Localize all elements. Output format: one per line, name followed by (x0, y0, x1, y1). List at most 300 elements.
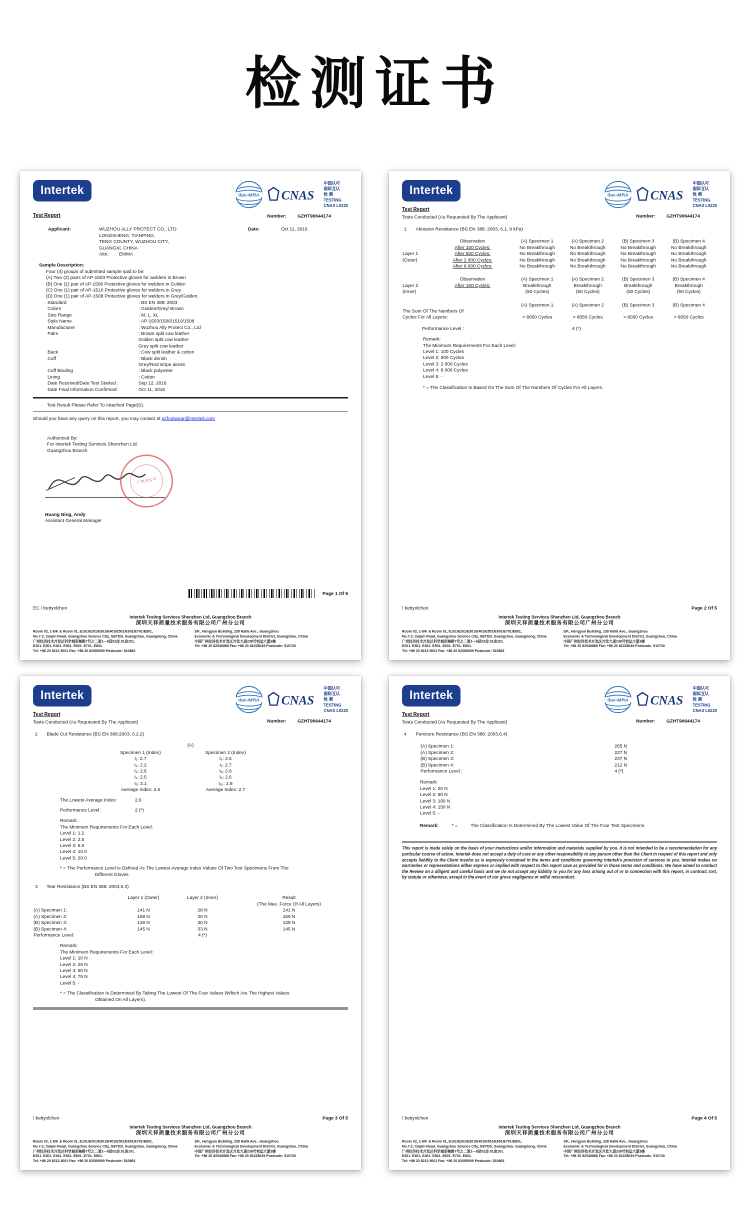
accreditation-line: 国际互认 (692, 691, 710, 697)
spec-row-cell: Grey split cow leather (138, 342, 184, 349)
abrasion-row-cell: (50 Cycles) (626, 288, 651, 295)
footer-line: Tel: +86 20 82946868 Fax: +86 20 82228049 Postcode: 510730 (563, 644, 665, 649)
sum-row-cell: > 8050 Cycles (623, 314, 654, 320)
tear-row-cell: 145 N (137, 925, 150, 932)
accreditation-line: 中国认可 (323, 686, 341, 691)
remark-block (420, 779, 717, 816)
footer-line: Economic & Technological Development District, Guangzhou, China (194, 1144, 308, 1149)
accreditation-line: 中国认可 (692, 686, 710, 691)
footer-line: Tel: +86 20 8213 5001 Fax: +86 20 82089909 Postcode: 510663 (402, 649, 505, 654)
page-number: Page 3 Of 5 (322, 1115, 348, 1121)
svg-text:CNAS: CNAS (650, 188, 684, 203)
tear-row-cell: Layer 1 (Outer) (127, 894, 160, 901)
query-text: Should you have any query on this report, you may contact at (33, 415, 162, 422)
remark-line: Level 1: 1.2 (60, 830, 85, 836)
footer-line: No.7-2, Caipin Road, Guangzhou Science City, GETDD, Guangzhou, Guangdong, China (402, 634, 547, 639)
accreditation-line: 中国认可 (323, 181, 341, 186)
page-title: 检测证书 (245, 52, 505, 115)
puncture-row-cell: 265 N (614, 743, 628, 749)
report-number-value: GZHT90644174 (297, 213, 331, 219)
contact-email-link[interactable]: gzfootwear@intertek.com (161, 415, 215, 422)
footer-line: Room 02, 1-6/F. & Room 01, E101/E201/E301/E401/E501/E601/E701/E801, (402, 1140, 522, 1144)
classification-footnote (60, 990, 348, 1002)
puncture-row-cell: Performance Level : (420, 767, 463, 774)
tests-conducted-line: Tests Conducted (As Requested By The Applicant) (402, 718, 508, 725)
ilac-mra-icon (235, 180, 264, 209)
abrasion-row-cell: Observation (459, 238, 486, 244)
abrasion-row-cell (433, 289, 512, 295)
footer-line: 广州经济技术开发区科学城彩频路7号之二第1—6层02房.01房101. (33, 639, 135, 644)
signer-title: Assistant General Manager (45, 517, 102, 524)
abrasion-row-cell: Layer 2 (402, 282, 419, 288)
sum-row-cell: (A) Specimen 2 (571, 301, 604, 308)
puncture-row-cell: 227 N (614, 749, 628, 755)
spec-row-cell: Grey/Red stripe denim (138, 361, 186, 367)
spec-row-cell: : Black denim (138, 355, 167, 361)
section-heading (404, 226, 717, 232)
remark-line: Level 1: 10 N (60, 955, 88, 961)
abrasion-row-cell: After 100 Cycles: (454, 282, 491, 288)
report-number-label: Number: (636, 718, 656, 724)
remark-line: The Minimum Requirements For Each Level: (60, 948, 154, 955)
puncture-row-cell: 4 (*) (614, 767, 624, 774)
spec-row-cell: : Brown split cow leather (138, 330, 190, 336)
remark-line: Level 4: 75 N (60, 973, 88, 980)
abrasion-row-cell: (50 Cycles) (575, 288, 600, 295)
remark-line: Remark: (60, 817, 78, 824)
abrasion-row-cell: Breakthrough (674, 282, 703, 288)
cut-row (98, 787, 268, 793)
puncture-row (420, 768, 717, 774)
blade-cut-table (98, 749, 268, 792)
cut-row-cell: I₉: 2.6 (219, 774, 232, 780)
footer-line: E201. E301. E401. E501. E601. E701. E801. (33, 1154, 103, 1159)
result-note: Test Result Please Refer To Attached Page(S). (47, 401, 145, 408)
page-number: Page 4 Of 5 (691, 1115, 717, 1121)
byline: / bettyxlchen (402, 605, 429, 611)
cut-row-cell: I₄: 2.5 (134, 774, 147, 780)
doc-footer (33, 611, 348, 654)
tear-row-cell: 128 N (137, 919, 150, 926)
tear-row-cell: 33 N (197, 925, 208, 932)
spec-row-cell: Oct 11, 2016 (138, 386, 165, 392)
sample-description-title: Sample Description: (39, 262, 85, 268)
spec-row-cell: Style Name (47, 318, 72, 324)
tear-row-cell: 145 N (282, 925, 296, 932)
classification-footnote (60, 865, 348, 877)
tear-row-cell: Layer 2 (Inner) (187, 894, 218, 901)
cut-row-cell: Specimen 1 (Index) (120, 749, 161, 755)
abrasion-row-cell: Layer 1 (402, 250, 419, 257)
tear-row (33, 932, 348, 938)
report-number-value: GZHT90644174 (666, 213, 700, 219)
abrasion-row-cell: No Breakthrough (519, 250, 555, 257)
remark-line: Level 4: 10.0 (60, 848, 87, 855)
footer-line: 广州经济技术开发区科学城彩频路7号之二第1—6层02房.01房101. (402, 1149, 504, 1154)
footer-address-right (564, 1140, 718, 1164)
intertek-logo: Intertek (402, 180, 461, 202)
tear-row-cell: 30 N (197, 913, 208, 919)
remark-line: Level 1: 20 N (420, 785, 448, 791)
report-number (267, 718, 331, 724)
applicant-address (99, 226, 248, 257)
cnas-accreditation-text (324, 686, 348, 714)
performance-level-row (60, 807, 348, 813)
applicant-line: WUZHOU ALLY PROTECT CO., LTD (99, 226, 177, 232)
sum-row (402, 314, 717, 320)
applicant-line: LONGSHENG, TIANPING, (99, 232, 155, 238)
cut-row-cell: I₁: 2.7 (134, 755, 147, 762)
abrasion-row-cell: (B) Specimen 4 (672, 238, 705, 244)
report-number (636, 718, 700, 724)
applicant-line: Attn: EMMA (99, 251, 134, 257)
accreditation-line: 国际互认 (692, 186, 710, 192)
footer-line: Tel: +86 20 82946868 Fax: +86 20 82228049 Postcode: 510730 (194, 1154, 296, 1159)
footer-line: Room 02, 1-6/F. & Room 01, E101/E201/E301/E401/E501/E601/E701/E801, (33, 1140, 153, 1144)
abrasion-sum-table (402, 302, 717, 321)
lowest-average-value: 2.6 (135, 796, 142, 803)
intertek-logo: Intertek (33, 685, 92, 707)
svg-text:ilac-MRA: ilac-MRA (238, 192, 260, 199)
footer-address-left (402, 630, 556, 654)
authorized-line: Authorized By: (47, 434, 78, 441)
remark-line: Level 1: 100 Cycles (423, 348, 464, 355)
cnas-icon (268, 185, 320, 204)
section-title: Abrasion Resistance (BS EN 388: 2003, 6.1, 9 kPa) (415, 225, 523, 232)
abrasion-row-cell: No Breakthrough (671, 250, 707, 257)
section-number: 2 (35, 730, 38, 737)
byline: / bettyxlchen (402, 1115, 429, 1121)
footer-line: No.7-2, Caipin Road, Guangzhou Science City, GETDD, Guangzhou, Guangdong, China (33, 1144, 178, 1149)
doc-header (402, 180, 717, 220)
abrasion-row-cell: No Breakthrough (620, 256, 656, 263)
spec-row-cell: : Cow split leather & cotton (138, 349, 195, 355)
remark-line: Level 3: 2 000 Cycles (423, 360, 468, 367)
date-value: Oct 11, 2016 (281, 226, 308, 232)
tear-row-cell: 141 N (137, 907, 150, 913)
accreditation-line: TESTING (692, 197, 711, 203)
remark-line: Level 2: 60 N (420, 791, 448, 798)
intertek-logo: Intertek (402, 685, 461, 707)
sum-row-cell: (B) Specimen 4 (672, 301, 705, 308)
abrasion-row-cell: (B) Specimen 3 (622, 238, 655, 244)
sum-row-cell: (A) Specimen 1 (521, 301, 554, 308)
authorized-line: Guangzhou Branch (47, 447, 88, 453)
sum-row-cell: (B) Specimen 3 (622, 301, 655, 308)
footnote-line: Obtained On All Layers). (95, 996, 147, 1002)
abrasion-row-cell: (B) Specimen 4 (672, 276, 705, 282)
abrasion-row-cell: After 2 000 Cycles: (452, 256, 493, 263)
accreditation-line: 检 测 (323, 192, 333, 197)
footer-line: 3/F., Hengyun Building, 238 Kaifa Ave., Guangzhou (194, 630, 279, 634)
remark-line: Level 5: - (423, 373, 443, 379)
classification-footnote: * = The Classification Is Based On The Sum Of The Numbers Of Cycles For All Layers. (423, 384, 604, 391)
cut-row-cell: I₃: 2.6 (134, 767, 147, 774)
svg-text:CNAS: CNAS (281, 188, 315, 203)
lowest-average-label: The Lowest Average Index: (60, 796, 117, 803)
doc-footer (402, 1121, 717, 1164)
cut-row-cell: Average Index: 2.6 (120, 786, 161, 793)
byline-row (33, 1110, 348, 1121)
ilac-mra-icon (604, 685, 633, 714)
divider (33, 1007, 348, 1010)
barcode-icon (188, 589, 314, 598)
cut-row-cell: I₂: 2.2 (134, 761, 147, 768)
tear-row-cell (114, 932, 173, 938)
puncture-row-cell: (B) Specimen 3: (420, 755, 455, 762)
footer-company-en: Intertek Testing Services Shenzhen Ltd, Guangzhou Branch (498, 1124, 621, 1130)
performance-value: 2 (*) (135, 807, 144, 813)
footer-line: Tel: +86 20 82946868 Fax: +86 20 82228049 Postcode: 510730 (194, 644, 296, 649)
abrasion-row-cell (402, 263, 433, 269)
footer-line: Tel: +86 20 8213 5001 Fax: +86 20 82089909 Postcode: 510663 (402, 1159, 505, 1164)
remark-line: Level 5: 20.0 (60, 854, 87, 861)
tear-row-cell: 169 N (137, 913, 150, 919)
performance-label: Performance Level : (422, 325, 464, 331)
report-number (267, 213, 331, 219)
footer-company-en: Intertek Testing Services Shenzhen Ltd, Guangzhou Branch (498, 614, 621, 620)
spec-row-cell: Back (47, 349, 58, 355)
svg-text:ilac-MRA: ilac-MRA (607, 697, 629, 704)
abrasion-row (402, 289, 717, 295)
lowest-average-row (60, 797, 348, 803)
spec-row-cell: : BS EN 388: 2003 (138, 299, 178, 305)
abrasion-row-cell: After 100 Cycles: (454, 244, 491, 250)
cnas-icon (637, 185, 689, 204)
tests-conducted-line: Tests Conducted (As Requested By The Applicant) (402, 213, 508, 220)
performance-value: 4 (*) (572, 325, 581, 331)
accreditation-line: TESTING (323, 197, 342, 203)
accreditation-line: 检 测 (323, 697, 333, 702)
abrasion-row-cell: No Breakthrough (620, 244, 656, 250)
date-label: Date: (248, 226, 260, 232)
sum-row-cell: The Sum Of The Numbers Of (402, 308, 464, 314)
ilac-mra-icon (604, 180, 633, 209)
tear-row-cell: 4 (*) (198, 931, 207, 938)
svg-text:CNAS: CNAS (650, 693, 684, 708)
signer-name: Huang Ning, Andy (45, 511, 86, 517)
accreditation-line: TESTING (692, 702, 711, 708)
tear-row-cell: (A) Specimen 1: (33, 907, 68, 913)
performance-level-row (422, 325, 717, 331)
test-report-page-2 (389, 171, 730, 660)
tear-row-cell: 28 N (197, 907, 208, 913)
doc-header (402, 685, 717, 725)
puncture-row-cell: (A) Specimen 1: (420, 743, 455, 749)
spec-row-cell: : Wuzhou Ally Protect Co., Ltd (138, 324, 201, 330)
cut-row-cell: I₇: 2.7 (219, 761, 232, 768)
report-number-value: GZHT90644174 (297, 718, 331, 724)
footer-company-en: Intertek Testing Services Shenzhen Ltd, Guangzhou Branch (129, 1124, 252, 1130)
remark-line: Remark: (420, 779, 438, 785)
footer-line: No.7-2, Caipin Road, Guangzhou Science City, GETDD, Guangzhou, Guangdong, China (402, 1144, 547, 1149)
spec-row-cell: Date Received/Date Test Started : (47, 380, 119, 386)
remark-line: Remark: (60, 942, 78, 949)
byline: / bettyxlchen (33, 1115, 60, 1121)
intertek-logo: Intertek (33, 180, 92, 202)
sample-line: (A) Two (2) pairs of AP-1503 Protective gloves for welders in Brown (46, 274, 186, 281)
section-title: Puncture Resistance (BS EN 388: 2003,6.4) (415, 730, 508, 737)
tear-row-cell (232, 932, 346, 938)
puncture-row-cell: (B) Specimen 4: (420, 761, 455, 768)
final-remark-text: The Classification Is Determined By The Lowest Value Of The Four Test Specimens. (470, 822, 646, 828)
abrasion-row-cell: No Breakthrough (570, 256, 606, 263)
spec-row-cell: Manufacturer (47, 324, 76, 330)
section-heading (404, 731, 717, 737)
footer-line: Room 02, 1-6/F. & Room 01, E101/E201/E301/E401/E501/E601/E701/E801, (33, 630, 153, 634)
section-heading (35, 731, 348, 737)
sample-line: (C) One (1) pair of AP-1510 Protective gloves for welders in Grey (46, 287, 181, 293)
divider (33, 412, 348, 413)
footer-line: Tel: +86 20 8213 5001 Fax: +86 20 82089909 Postcode: 510663 (33, 649, 136, 654)
footer-line: Tel: +86 20 82946868 Fax: +86 20 82228049 Postcode: 510730 (563, 1154, 665, 1159)
ilac-mra-icon (235, 685, 264, 714)
footnote-line: Different Gloves. (95, 871, 130, 877)
footer-line: 3/F., Hengyun Building, 238 Kaifa Ave., Guangzhou (563, 630, 648, 634)
doc-footer (33, 1121, 348, 1164)
page-number: Page 1 Of 5 (322, 590, 348, 597)
footer-line: No.7-2, Caipin Road, Guangzhou Science City, GETDD, Guangzhou, Guangdong, China (33, 634, 178, 639)
accreditation-line: 国际互认 (323, 691, 341, 697)
group-label: (A) (187, 742, 194, 748)
spec-row-cell: Golden split cow leather (138, 336, 189, 343)
final-remark-label: Remark: (420, 822, 439, 828)
test-report-title: Test Report (33, 213, 61, 219)
abrasion-row-cell: (50 Cycles) (676, 288, 701, 295)
footer-line: 中国广州经济技术开发区开发大道238号恒运大厦3楼 (563, 639, 645, 644)
abrasion-row-cell: No Breakthrough (671, 256, 707, 263)
abrasion-row-cell: Breakthrough (624, 282, 653, 288)
cut-row-cell: I₆: 2.6 (219, 755, 232, 762)
applicant-line: TENG COUNTY, WUZHOU CITY, (99, 238, 169, 245)
remark-line: Level 3: 100 N (420, 797, 451, 804)
cut-row-cell: Average Index: 2.7 (205, 786, 246, 793)
footer-address-right (195, 630, 349, 654)
footer-company-en: Intertek Testing Services Shenzhen Ltd, Guangzhou Branch (129, 614, 252, 620)
test-report-page-4 (389, 676, 730, 1170)
footer-line: 中国广州经济技术开发区开发大道238号恒运大厦3楼 (563, 1149, 645, 1154)
final-remark-star: * = (451, 822, 458, 828)
cnas-accreditation-text (693, 686, 717, 714)
report-number-value: GZHT90644174 (666, 718, 700, 724)
doc-footer (402, 611, 717, 654)
abrasion-row-cell: No Breakthrough (620, 262, 656, 269)
accreditation-line: CNAS L0220 (692, 708, 717, 713)
spec-row-cell: : AP-1503/1506/1510/1508 (138, 318, 195, 324)
section-heading (35, 884, 348, 890)
divider (33, 397, 348, 399)
footer-address-left (33, 1140, 187, 1164)
accreditation-line: CNAS L0220 (692, 203, 717, 208)
cnas-icon (268, 690, 320, 709)
tear-row-cell: 30 N (197, 919, 208, 926)
test-report-title: Test Report (33, 712, 61, 718)
spec-row-cell: : Cotton (138, 373, 155, 380)
cnas-icon (637, 690, 689, 709)
abrasion-row-cell: (A) Specimen 2 (571, 276, 604, 282)
remark-block (423, 336, 717, 379)
disclaimer-paragraph: This report is made solely on the basis of your instructions and/or information and materials supplied by you. It is not intended to be a recommendation for any particular course of action. Intertek does not accept a duty of care or any other responsibility to any person other than the Client in respect of this report and only accepts liability to the Client insofar as is expressly contained in the terms and conditions governing Intertek's provision of services to you. Intertek makes no warranties or representations either express or implied with respect to this report save as provided for in those terms and conditions. We have aimed to conduct the Review on a diligent and careful basis and we do not accept any liability to you for any loss arising out of or in connection with this report, in contract, tort, by statute or otherwise, except in the event of our gross negligence or wilful misconduct. (402, 842, 717, 881)
report-number-label: Number: (267, 213, 287, 219)
footer-line: E201. E301. E401. E501. E601. E701. E801. (33, 644, 103, 649)
spec-row-cell: Sep 12, 2016 (138, 380, 167, 386)
cnas-accreditation-text (693, 181, 717, 209)
abrasion-row-cell: No Breakthrough (671, 244, 707, 250)
cut-row-cell: I₁₀: 2.9 (218, 780, 233, 786)
abrasion-row (402, 263, 717, 269)
abrasion-row-cell: (A) Specimen 1 (521, 276, 554, 282)
abrasion-row-cell: Observation (459, 276, 486, 282)
sample-line: Four (4) groups of submitted sample said to be: (46, 268, 145, 274)
tear-row-cell: 128 N (282, 919, 296, 926)
footer-line: Economic & Technological Development District, Guangzhou, China (194, 634, 308, 639)
tear-row-cell: 141 N (282, 907, 296, 913)
sample-description (46, 268, 348, 299)
accreditation-line: 检 测 (692, 697, 702, 702)
cut-row-cell: I₈: 2.6 (219, 767, 232, 774)
tear-row-cell: Performance Level: (33, 931, 75, 938)
cut-row-cell: Specimen 2 (Index) (205, 749, 246, 755)
tear-row-cell: (B) Specimen 3: (33, 919, 68, 926)
svg-text:ilac-MRA: ilac-MRA (607, 192, 629, 199)
test-report-page-3 (20, 676, 361, 1170)
footer-line: 中国广州经济技术开发区开发大道238号恒运大厦3楼 (194, 1149, 276, 1154)
puncture-row-cell: 212 N (614, 761, 628, 768)
sum-row-cell: > 8050 Cycles (673, 314, 704, 320)
page-row (33, 589, 348, 598)
abrasion-row-cell: (B) Specimen 3 (622, 276, 655, 282)
tear-resistance-table (33, 895, 348, 938)
spec-row (47, 386, 348, 392)
byline-row (402, 1110, 717, 1121)
footer-line: E201. E301. E401. E501. E601. E701. E801. (402, 644, 472, 649)
section-number: 4 (404, 730, 407, 737)
remark-line: Level 3: 50 N (60, 967, 88, 973)
applicant-line: GUANGXI, CHINA (99, 244, 138, 251)
footer-line: 中国广州经济技术开发区开发大道238号恒运大厦3楼 (194, 639, 276, 644)
abrasion-row-cell: Breakthrough (523, 282, 552, 288)
puncture-results-table (420, 743, 717, 774)
abrasion-row-cell: No Breakthrough (570, 262, 606, 269)
abrasion-row-cell: After 8 000 Cycles: (452, 262, 493, 269)
remark-line: Level 2: 2.5 (60, 836, 85, 842)
sum-row-cell: > 8050 Cycles (572, 314, 603, 320)
footnote-line: * = The Classification Is Determined By Taking The Lowest Of The Four Values (Which Are The Highest Values (60, 990, 290, 996)
doc-header (33, 180, 348, 219)
accreditation-line: CNAS L0220 (323, 203, 348, 208)
footer-address-left (402, 1140, 556, 1164)
accreditation-line: CNAS L0220 (323, 708, 348, 713)
applicant-label: Applicant: (48, 226, 71, 232)
remark-line: Level 5: - (420, 810, 440, 816)
spec-row-cell: Date Final Information Confirmed: (47, 386, 118, 392)
spec-row-cell: Cuff Binding (47, 367, 73, 374)
accreditation-line: 国际互认 (323, 186, 341, 192)
cnas-accreditation-text (324, 181, 348, 209)
abrasion-row-cell: No Breakthrough (620, 250, 656, 257)
footer-address-left (33, 630, 187, 654)
section-title: Tear Resistance (BS EN 388: 2003,6.3) (46, 883, 129, 890)
abrasion-row-cell: No Breakthrough (519, 244, 555, 250)
accreditation-line: 中国认可 (692, 181, 710, 186)
remark-line: Remark: (423, 336, 441, 342)
abrasion-row-cell: After 500 Cycles: (454, 250, 491, 257)
spec-row-cell: Cuff (47, 355, 57, 361)
footer-company-cn: 深圳天祥质量技术服务有限公司广州分公司 (135, 1130, 246, 1137)
spec-row-cell: Size Range (47, 311, 72, 318)
footer-line: 广州经济技术开发区科学城彩频路7号之二第1—6层02房.01房101. (33, 1149, 135, 1154)
tear-row-cell: (A) Specimen 2: (33, 913, 68, 919)
